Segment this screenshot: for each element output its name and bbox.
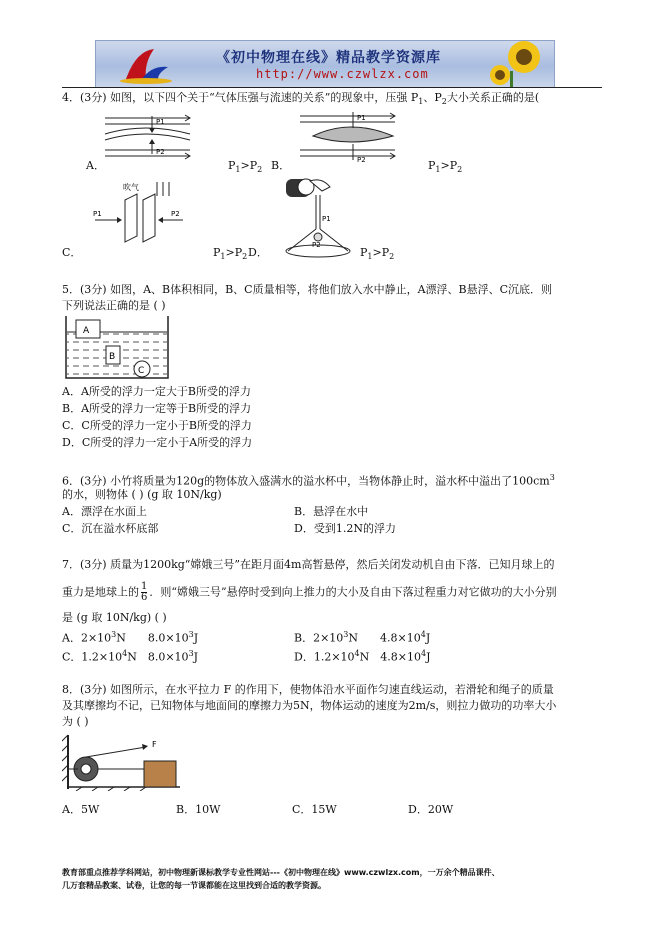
q4-option-b-relation: $P_1>P_2$	[428, 159, 463, 175]
q8-force-label: F	[152, 740, 157, 749]
q6-option-c[interactable]: C．沉在溢水杯底部	[62, 522, 159, 535]
q4-option-d-relation: $P_1>P_2$	[360, 246, 395, 262]
q7-option-c[interactable]: C．$1.2\times 10^4N$ $8.0\times 10^3J$	[62, 649, 199, 664]
q8-stem-line2: 及其摩擦均不记，已知物体与地面间的摩擦力为5N，物体运动的速度为2m/s，则拉力做功的功率大小	[62, 699, 557, 712]
q4c-p2-label: P2	[171, 210, 180, 218]
q5-option-b[interactable]: B．A所受的浮力一定等于B所受的浮力	[62, 402, 252, 415]
q5-stem-line2: 下列说法正确的是 ( )	[62, 299, 166, 312]
q8-option-d[interactable]: D．20W	[408, 803, 454, 816]
banner-url[interactable]: http://www.czwlzx.com	[256, 67, 429, 81]
q4b-p1-label: P1	[357, 114, 366, 122]
footer	[62, 866, 622, 892]
q4-option-c-relation: $P_1>P_2$	[213, 246, 248, 262]
q8-option-b[interactable]: B．10W	[176, 803, 221, 816]
q7-stem-line2: 重力是地球上的 $\frac{1}{6}$ ．则“嫦娥三号”悬停时受到向上推力的大小及自由下落过程重力对它做功的大小分别	[62, 581, 557, 603]
q6-stem-line1: 6．(3分) 小竹将质量为120g的物体放入盛满水的溢水杯中，当物体静止时，溢水杯中溢出了$100cm^3$	[62, 473, 555, 488]
q5-ball-c: C	[138, 366, 145, 376]
q4-figure-c	[85, 180, 190, 250]
q4-stem: 4．(3分) 如图，以下四个关于“气体压强与流速的关系”的现象中，压强 $P_1$、$P_2$大小关系正确的是(	[62, 91, 540, 107]
q4a-p1-label: P1	[156, 118, 165, 126]
q4-option-b[interactable]: B．	[271, 159, 291, 172]
q4-option-a-relation: $P_1>P_2$	[228, 159, 263, 175]
q5-block-b: B	[109, 352, 116, 362]
q4d-p2-label: P2	[312, 241, 321, 249]
q4a-p2-label: P2	[156, 148, 165, 156]
q7-option-b[interactable]: B．$2\times 10^3N$ $4.8\times 10^4J$	[294, 630, 431, 645]
q4-option-c[interactable]: C．	[62, 246, 82, 259]
q4c-blow-label: 吹气	[123, 183, 139, 192]
q7-stem-line1: 7．(3分) 质量为1200kg“嫦娥三号”在距月面4m高暂悬停，然后关闭发动机自由下落．已知月球上的	[62, 558, 555, 571]
footer-line1: 教育部重点推荐学科网站，初中物理新课标教学专业性网站---《初中物理在线》www.czwlzx.com，一万余个精品课件、	[62, 868, 500, 877]
q4d-p1-label: P1	[322, 215, 331, 223]
q6-option-b[interactable]: B．悬浮在水中	[294, 505, 369, 518]
banner-title: 《初中物理在线》精品教学资源库	[216, 50, 441, 66]
q4-figure-b	[295, 108, 405, 164]
q8-stem-line1: 8．(3分) 如图所示，在水平拉力 F 的作用下，使物体沿水平面作匀速直线运动，若滑轮和绳子的质量	[62, 683, 554, 696]
q7-option-a[interactable]: A．$2\times 10^3N$ $8.0\times 10^3J$	[62, 630, 199, 645]
q8-figure	[62, 733, 182, 791]
q8-option-a[interactable]: A．5W	[62, 803, 100, 816]
q4-figure-a	[100, 110, 200, 162]
q4-option-a[interactable]: A．	[86, 159, 105, 172]
header-divider	[62, 87, 602, 88]
sunflower-icon	[490, 41, 540, 87]
q8-stem-line3: 为 ( )	[62, 715, 89, 728]
q6-stem-line2: 的水，则物体 ( ) (g 取 10N/kg)	[62, 488, 222, 501]
q6-option-d[interactable]: D．受到1.2N的浮力	[294, 522, 396, 535]
q7-fraction: $\frac{1}{6}$	[141, 581, 148, 603]
q8-option-c[interactable]: C．15W	[292, 803, 337, 816]
q4-figure-d	[270, 173, 370, 263]
logo-icon	[120, 49, 172, 84]
q5-option-c[interactable]: C．C所受的浮力一定小于B所受的浮力	[62, 419, 252, 432]
q5-stem-line1: 5．(3分) 如图，A、B体积相同，B、C质量相等，将他们放入水中静止，A漂浮、B悬浮、C沉底．则	[62, 283, 553, 296]
q7-stem-line3: 是 (g 取 10N/kg) ( )	[62, 611, 167, 624]
q5-block-a: A	[83, 326, 90, 336]
q7-option-d[interactable]: D．$1.2\times 10^4N$ $4.8\times 10^4J$	[294, 649, 431, 664]
q4b-p2-label: P2	[357, 156, 366, 164]
q6-option-a[interactable]: A．漂浮在水面上	[62, 505, 147, 518]
q5-option-d[interactable]: D．C所受的浮力一定小于A所受的浮力	[62, 436, 253, 449]
header-banner	[95, 40, 555, 88]
q5-figure	[62, 314, 172, 382]
q5-option-a[interactable]: A．A所受的浮力一定大于B所受的浮力	[62, 385, 251, 398]
footer-line2: 几万套精品教案、试卷，让您的每一节课都能在这里找到合适的教学资源。	[62, 881, 326, 890]
q4c-p1-label: P1	[93, 210, 102, 218]
q4-option-d[interactable]: D．	[248, 246, 268, 259]
